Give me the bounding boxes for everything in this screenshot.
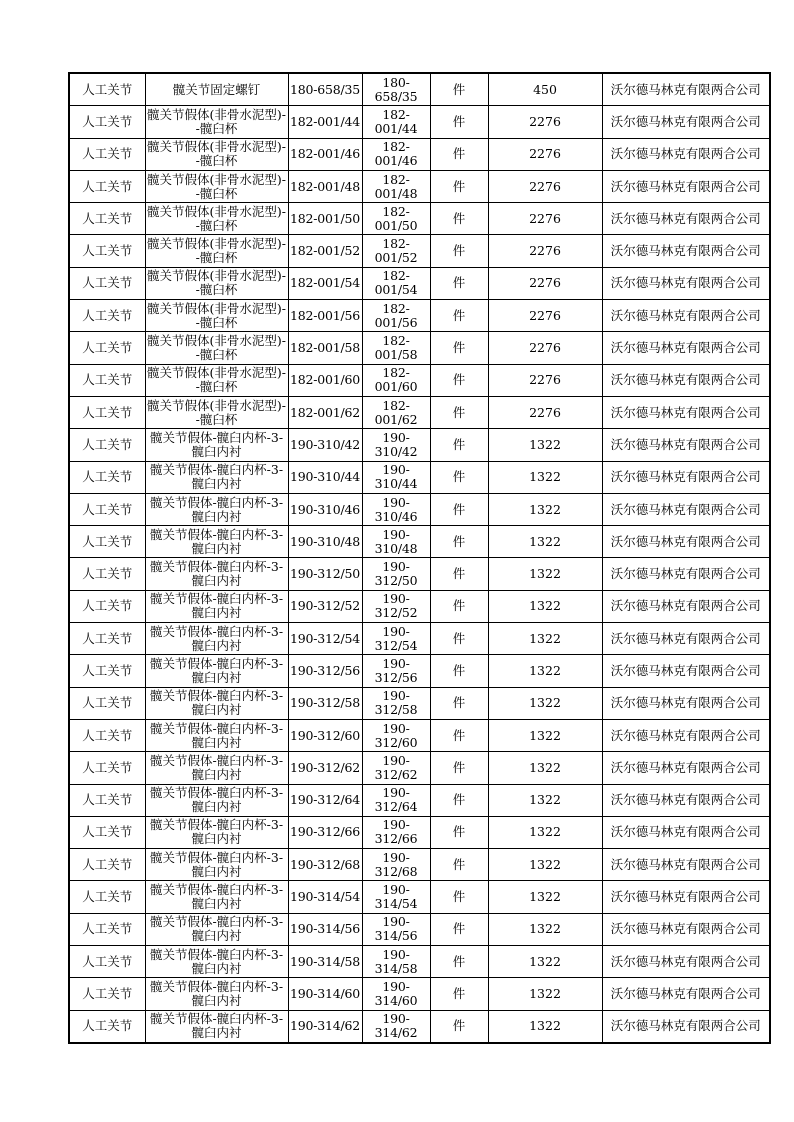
spec-cell: 182-001/52	[362, 235, 430, 267]
product-name-cell: 髋关节假体(非骨水泥型)--髋臼杯	[145, 170, 288, 202]
product-name-cell: 髋关节假体-髋臼内杯-3-髋臼内衬	[145, 623, 288, 655]
spec-cell: 180-658/35	[362, 73, 430, 106]
price-cell: 2276	[488, 203, 602, 235]
product-name-cell: 髋关节假体-髋臼内杯-3-髋臼内衬	[145, 526, 288, 558]
product-name-cell: 髋关节假体(非骨水泥型)--髋臼杯	[145, 396, 288, 428]
model-cell: 190-312/54	[288, 623, 362, 655]
table-row	[69, 267, 770, 299]
price-cell: 1322	[488, 655, 602, 687]
category-cell: 人工关节	[69, 590, 145, 622]
category-cell: 人工关节	[69, 267, 145, 299]
company-cell: 沃尔德马林克有限两合公司	[602, 526, 770, 558]
price-cell: 1322	[488, 816, 602, 848]
spec-cell: 182-001/58	[362, 332, 430, 364]
price-cell: 1322	[488, 719, 602, 751]
table-row	[69, 687, 770, 719]
unit-cell: 件	[430, 849, 488, 881]
category-cell: 人工关节	[69, 816, 145, 848]
model-cell: 190-310/42	[288, 429, 362, 461]
unit-cell: 件	[430, 396, 488, 428]
table-row	[69, 73, 770, 106]
model-cell: 190-314/62	[288, 1010, 362, 1043]
spec-cell: 182-001/54	[362, 267, 430, 299]
price-cell: 1322	[488, 881, 602, 913]
product-name-cell: 髋关节假体-髋臼内杯-3-髋臼内衬	[145, 655, 288, 687]
product-name-cell: 髋关节假体-髋臼内杯-3-髋臼内衬	[145, 590, 288, 622]
unit-cell: 件	[430, 526, 488, 558]
category-cell: 人工关节	[69, 235, 145, 267]
company-cell: 沃尔德马林克有限两合公司	[602, 881, 770, 913]
product-name-cell: 髋关节假体(非骨水泥型)--髋臼杯	[145, 332, 288, 364]
table-row	[69, 138, 770, 170]
spec-cell: 182-001/56	[362, 300, 430, 332]
company-cell: 沃尔德马林克有限两合公司	[602, 623, 770, 655]
unit-cell: 件	[430, 719, 488, 751]
company-cell: 沃尔德马林克有限两合公司	[602, 752, 770, 784]
unit-cell: 件	[430, 429, 488, 461]
product-name-cell: 髋关节假体-髋臼内杯-3-髋臼内衬	[145, 849, 288, 881]
spec-cell: 190-310/48	[362, 526, 430, 558]
category-cell: 人工关节	[69, 300, 145, 332]
model-cell: 182-001/52	[288, 235, 362, 267]
model-cell: 190-310/46	[288, 493, 362, 525]
price-cell: 1322	[488, 849, 602, 881]
price-cell: 2276	[488, 106, 602, 138]
table-row	[69, 106, 770, 138]
spec-cell: 190-312/52	[362, 590, 430, 622]
company-cell: 沃尔德马林克有限两合公司	[602, 849, 770, 881]
category-cell: 人工关节	[69, 138, 145, 170]
spec-cell: 182-001/62	[362, 396, 430, 428]
product-name-cell: 髋关节假体-髋臼内杯-3-髋臼内衬	[145, 881, 288, 913]
table-row	[69, 946, 770, 978]
unit-cell: 件	[430, 1010, 488, 1043]
price-cell: 2276	[488, 170, 602, 202]
company-cell: 沃尔德马林克有限两合公司	[602, 73, 770, 106]
spec-cell: 190-312/56	[362, 655, 430, 687]
unit-cell: 件	[430, 364, 488, 396]
price-cell: 2276	[488, 332, 602, 364]
unit-cell: 件	[430, 332, 488, 364]
model-cell: 190-314/56	[288, 913, 362, 945]
category-cell: 人工关节	[69, 493, 145, 525]
table-row	[69, 719, 770, 751]
table-row	[69, 526, 770, 558]
company-cell: 沃尔德马林克有限两合公司	[602, 396, 770, 428]
unit-cell: 件	[430, 558, 488, 590]
unit-cell: 件	[430, 493, 488, 525]
company-cell: 沃尔德马林克有限两合公司	[602, 978, 770, 1010]
model-cell: 190-314/58	[288, 946, 362, 978]
category-cell: 人工关节	[69, 655, 145, 687]
category-cell: 人工关节	[69, 332, 145, 364]
product-name-cell: 髋关节固定螺钉	[145, 73, 288, 106]
product-name-cell: 髋关节假体(非骨水泥型)--髋臼杯	[145, 364, 288, 396]
company-cell: 沃尔德马林克有限两合公司	[602, 364, 770, 396]
unit-cell: 件	[430, 655, 488, 687]
company-cell: 沃尔德马林克有限两合公司	[602, 590, 770, 622]
company-cell: 沃尔德马林克有限两合公司	[602, 332, 770, 364]
price-cell: 1322	[488, 493, 602, 525]
model-cell: 190-314/54	[288, 881, 362, 913]
company-cell: 沃尔德马林克有限两合公司	[602, 170, 770, 202]
spec-cell: 182-001/44	[362, 106, 430, 138]
model-cell: 182-001/56	[288, 300, 362, 332]
model-cell: 190-312/62	[288, 752, 362, 784]
unit-cell: 件	[430, 913, 488, 945]
price-cell: 2276	[488, 138, 602, 170]
model-cell: 182-001/48	[288, 170, 362, 202]
product-name-cell: 髋关节假体-髋臼内杯-3-髋臼内衬	[145, 719, 288, 751]
spec-cell: 190-310/46	[362, 493, 430, 525]
spec-cell: 190-312/64	[362, 784, 430, 816]
price-cell: 1322	[488, 913, 602, 945]
unit-cell: 件	[430, 170, 488, 202]
model-cell: 190-312/68	[288, 849, 362, 881]
price-cell: 1322	[488, 558, 602, 590]
product-name-cell: 髋关节假体-髋臼内杯-3-髋臼内衬	[145, 752, 288, 784]
spec-cell: 190-314/56	[362, 913, 430, 945]
model-cell: 190-312/66	[288, 816, 362, 848]
table-row	[69, 558, 770, 590]
company-cell: 沃尔德马林克有限两合公司	[602, 784, 770, 816]
model-cell: 190-312/50	[288, 558, 362, 590]
model-cell: 182-001/60	[288, 364, 362, 396]
unit-cell: 件	[430, 784, 488, 816]
unit-cell: 件	[430, 623, 488, 655]
unit-cell: 件	[430, 235, 488, 267]
table-row	[69, 816, 770, 848]
price-cell: 1322	[488, 461, 602, 493]
company-cell: 沃尔德马林克有限两合公司	[602, 816, 770, 848]
category-cell: 人工关节	[69, 396, 145, 428]
company-cell: 沃尔德马林克有限两合公司	[602, 1010, 770, 1043]
price-cell: 450	[488, 73, 602, 106]
spec-cell: 190-312/58	[362, 687, 430, 719]
category-cell: 人工关节	[69, 203, 145, 235]
unit-cell: 件	[430, 138, 488, 170]
unit-cell: 件	[430, 687, 488, 719]
product-name-cell: 髋关节假体-髋臼内杯-3-髋臼内衬	[145, 1010, 288, 1043]
table-row	[69, 1010, 770, 1043]
category-cell: 人工关节	[69, 687, 145, 719]
model-cell: 190-314/60	[288, 978, 362, 1010]
product-name-cell: 髋关节假体-髋臼内杯-3-髋臼内衬	[145, 558, 288, 590]
price-cell: 1322	[488, 687, 602, 719]
spec-cell: 190-314/58	[362, 946, 430, 978]
spec-cell: 190-314/62	[362, 1010, 430, 1043]
model-cell: 182-001/50	[288, 203, 362, 235]
price-cell: 1322	[488, 752, 602, 784]
category-cell: 人工关节	[69, 170, 145, 202]
category-cell: 人工关节	[69, 849, 145, 881]
product-name-cell: 髋关节假体-髋臼内杯-3-髋臼内衬	[145, 784, 288, 816]
price-cell: 1322	[488, 784, 602, 816]
unit-cell: 件	[430, 978, 488, 1010]
spec-cell: 190-312/60	[362, 719, 430, 751]
spec-cell: 190-314/60	[362, 978, 430, 1010]
table-row	[69, 493, 770, 525]
company-cell: 沃尔德马林克有限两合公司	[602, 913, 770, 945]
category-cell: 人工关节	[69, 978, 145, 1010]
unit-cell: 件	[430, 881, 488, 913]
spec-cell: 182-001/50	[362, 203, 430, 235]
spec-cell: 182-001/46	[362, 138, 430, 170]
product-name-cell: 髋关节假体(非骨水泥型)--髋臼杯	[145, 267, 288, 299]
price-cell: 1322	[488, 526, 602, 558]
model-cell: 182-001/44	[288, 106, 362, 138]
company-cell: 沃尔德马林克有限两合公司	[602, 267, 770, 299]
price-cell: 1322	[488, 946, 602, 978]
table-row	[69, 881, 770, 913]
table-row	[69, 461, 770, 493]
table-body	[69, 73, 770, 1043]
category-cell: 人工关节	[69, 719, 145, 751]
unit-cell: 件	[430, 300, 488, 332]
company-cell: 沃尔德马林克有限两合公司	[602, 300, 770, 332]
company-cell: 沃尔德马林克有限两合公司	[602, 655, 770, 687]
category-cell: 人工关节	[69, 1010, 145, 1043]
company-cell: 沃尔德马林克有限两合公司	[602, 461, 770, 493]
price-cell: 2276	[488, 235, 602, 267]
product-name-cell: 髋关节假体(非骨水泥型)--髋臼杯	[145, 203, 288, 235]
price-cell: 1322	[488, 590, 602, 622]
table-row	[69, 332, 770, 364]
spec-cell: 182-001/48	[362, 170, 430, 202]
product-name-cell: 髋关节假体-髋臼内杯-3-髋臼内衬	[145, 461, 288, 493]
table-row	[69, 203, 770, 235]
category-cell: 人工关节	[69, 106, 145, 138]
category-cell: 人工关节	[69, 946, 145, 978]
unit-cell: 件	[430, 946, 488, 978]
product-name-cell: 髋关节假体-髋臼内杯-3-髋臼内衬	[145, 429, 288, 461]
company-cell: 沃尔德马林克有限两合公司	[602, 946, 770, 978]
table-row	[69, 364, 770, 396]
product-name-cell: 髋关节假体(非骨水泥型)--髋臼杯	[145, 106, 288, 138]
product-name-cell: 髋关节假体-髋臼内杯-3-髋臼内衬	[145, 946, 288, 978]
price-cell: 2276	[488, 300, 602, 332]
model-cell: 182-001/46	[288, 138, 362, 170]
product-name-cell: 髋关节假体(非骨水泥型)--髋臼杯	[145, 235, 288, 267]
table-row	[69, 396, 770, 428]
model-cell: 182-001/58	[288, 332, 362, 364]
unit-cell: 件	[430, 73, 488, 106]
model-cell: 190-312/60	[288, 719, 362, 751]
product-name-cell: 髋关节假体-髋臼内杯-3-髋臼内衬	[145, 913, 288, 945]
product-name-cell: 髋关节假体(非骨水泥型)--髋臼杯	[145, 138, 288, 170]
company-cell: 沃尔德马林克有限两合公司	[602, 493, 770, 525]
spec-cell: 190-310/42	[362, 429, 430, 461]
model-cell: 182-001/54	[288, 267, 362, 299]
table-row	[69, 752, 770, 784]
category-cell: 人工关节	[69, 913, 145, 945]
table-row	[69, 784, 770, 816]
price-cell: 1322	[488, 429, 602, 461]
price-cell: 1322	[488, 1010, 602, 1043]
table-row	[69, 429, 770, 461]
category-cell: 人工关节	[69, 526, 145, 558]
company-cell: 沃尔德马林克有限两合公司	[602, 719, 770, 751]
category-cell: 人工关节	[69, 784, 145, 816]
product-name-cell: 髋关节假体-髋臼内杯-3-髋臼内衬	[145, 687, 288, 719]
model-cell: 190-312/52	[288, 590, 362, 622]
spec-cell: 190-312/62	[362, 752, 430, 784]
category-cell: 人工关节	[69, 429, 145, 461]
company-cell: 沃尔德马林克有限两合公司	[602, 558, 770, 590]
unit-cell: 件	[430, 816, 488, 848]
company-cell: 沃尔德马林克有限两合公司	[602, 138, 770, 170]
category-cell: 人工关节	[69, 461, 145, 493]
category-cell: 人工关节	[69, 73, 145, 106]
price-cell: 2276	[488, 267, 602, 299]
model-cell: 180-658/35	[288, 73, 362, 106]
unit-cell: 件	[430, 752, 488, 784]
unit-cell: 件	[430, 267, 488, 299]
company-cell: 沃尔德马林克有限两合公司	[602, 106, 770, 138]
category-cell: 人工关节	[69, 558, 145, 590]
table-row	[69, 913, 770, 945]
product-name-cell: 髋关节假体(非骨水泥型)--髋臼杯	[145, 300, 288, 332]
product-price-table	[68, 72, 771, 1044]
table-row	[69, 170, 770, 202]
spec-cell: 182-001/60	[362, 364, 430, 396]
category-cell: 人工关节	[69, 881, 145, 913]
price-cell: 2276	[488, 364, 602, 396]
table-row	[69, 849, 770, 881]
spec-cell: 190-312/68	[362, 849, 430, 881]
price-cell: 1322	[488, 978, 602, 1010]
company-cell: 沃尔德马林克有限两合公司	[602, 235, 770, 267]
model-cell: 190-310/48	[288, 526, 362, 558]
unit-cell: 件	[430, 590, 488, 622]
model-cell: 190-312/56	[288, 655, 362, 687]
company-cell: 沃尔德马林克有限两合公司	[602, 203, 770, 235]
table-row	[69, 978, 770, 1010]
company-cell: 沃尔德马林克有限两合公司	[602, 687, 770, 719]
unit-cell: 件	[430, 106, 488, 138]
table-row	[69, 235, 770, 267]
product-name-cell: 髋关节假体-髋臼内杯-3-髋臼内衬	[145, 493, 288, 525]
table-row	[69, 623, 770, 655]
unit-cell: 件	[430, 203, 488, 235]
category-cell: 人工关节	[69, 752, 145, 784]
spec-cell: 190-312/66	[362, 816, 430, 848]
model-cell: 190-312/64	[288, 784, 362, 816]
table-row	[69, 300, 770, 332]
product-name-cell: 髋关节假体-髋臼内杯-3-髋臼内衬	[145, 978, 288, 1010]
model-cell: 182-001/62	[288, 396, 362, 428]
model-cell: 190-312/58	[288, 687, 362, 719]
spec-cell: 190-310/44	[362, 461, 430, 493]
model-cell: 190-310/44	[288, 461, 362, 493]
price-cell: 1322	[488, 623, 602, 655]
product-name-cell: 髋关节假体-髋臼内杯-3-髋臼内衬	[145, 816, 288, 848]
company-cell: 沃尔德马林克有限两合公司	[602, 429, 770, 461]
category-cell: 人工关节	[69, 623, 145, 655]
table-row	[69, 590, 770, 622]
price-cell: 2276	[488, 396, 602, 428]
spec-cell: 190-312/50	[362, 558, 430, 590]
spec-cell: 190-312/54	[362, 623, 430, 655]
unit-cell: 件	[430, 461, 488, 493]
category-cell: 人工关节	[69, 364, 145, 396]
spec-cell: 190-314/54	[362, 881, 430, 913]
table-row	[69, 655, 770, 687]
